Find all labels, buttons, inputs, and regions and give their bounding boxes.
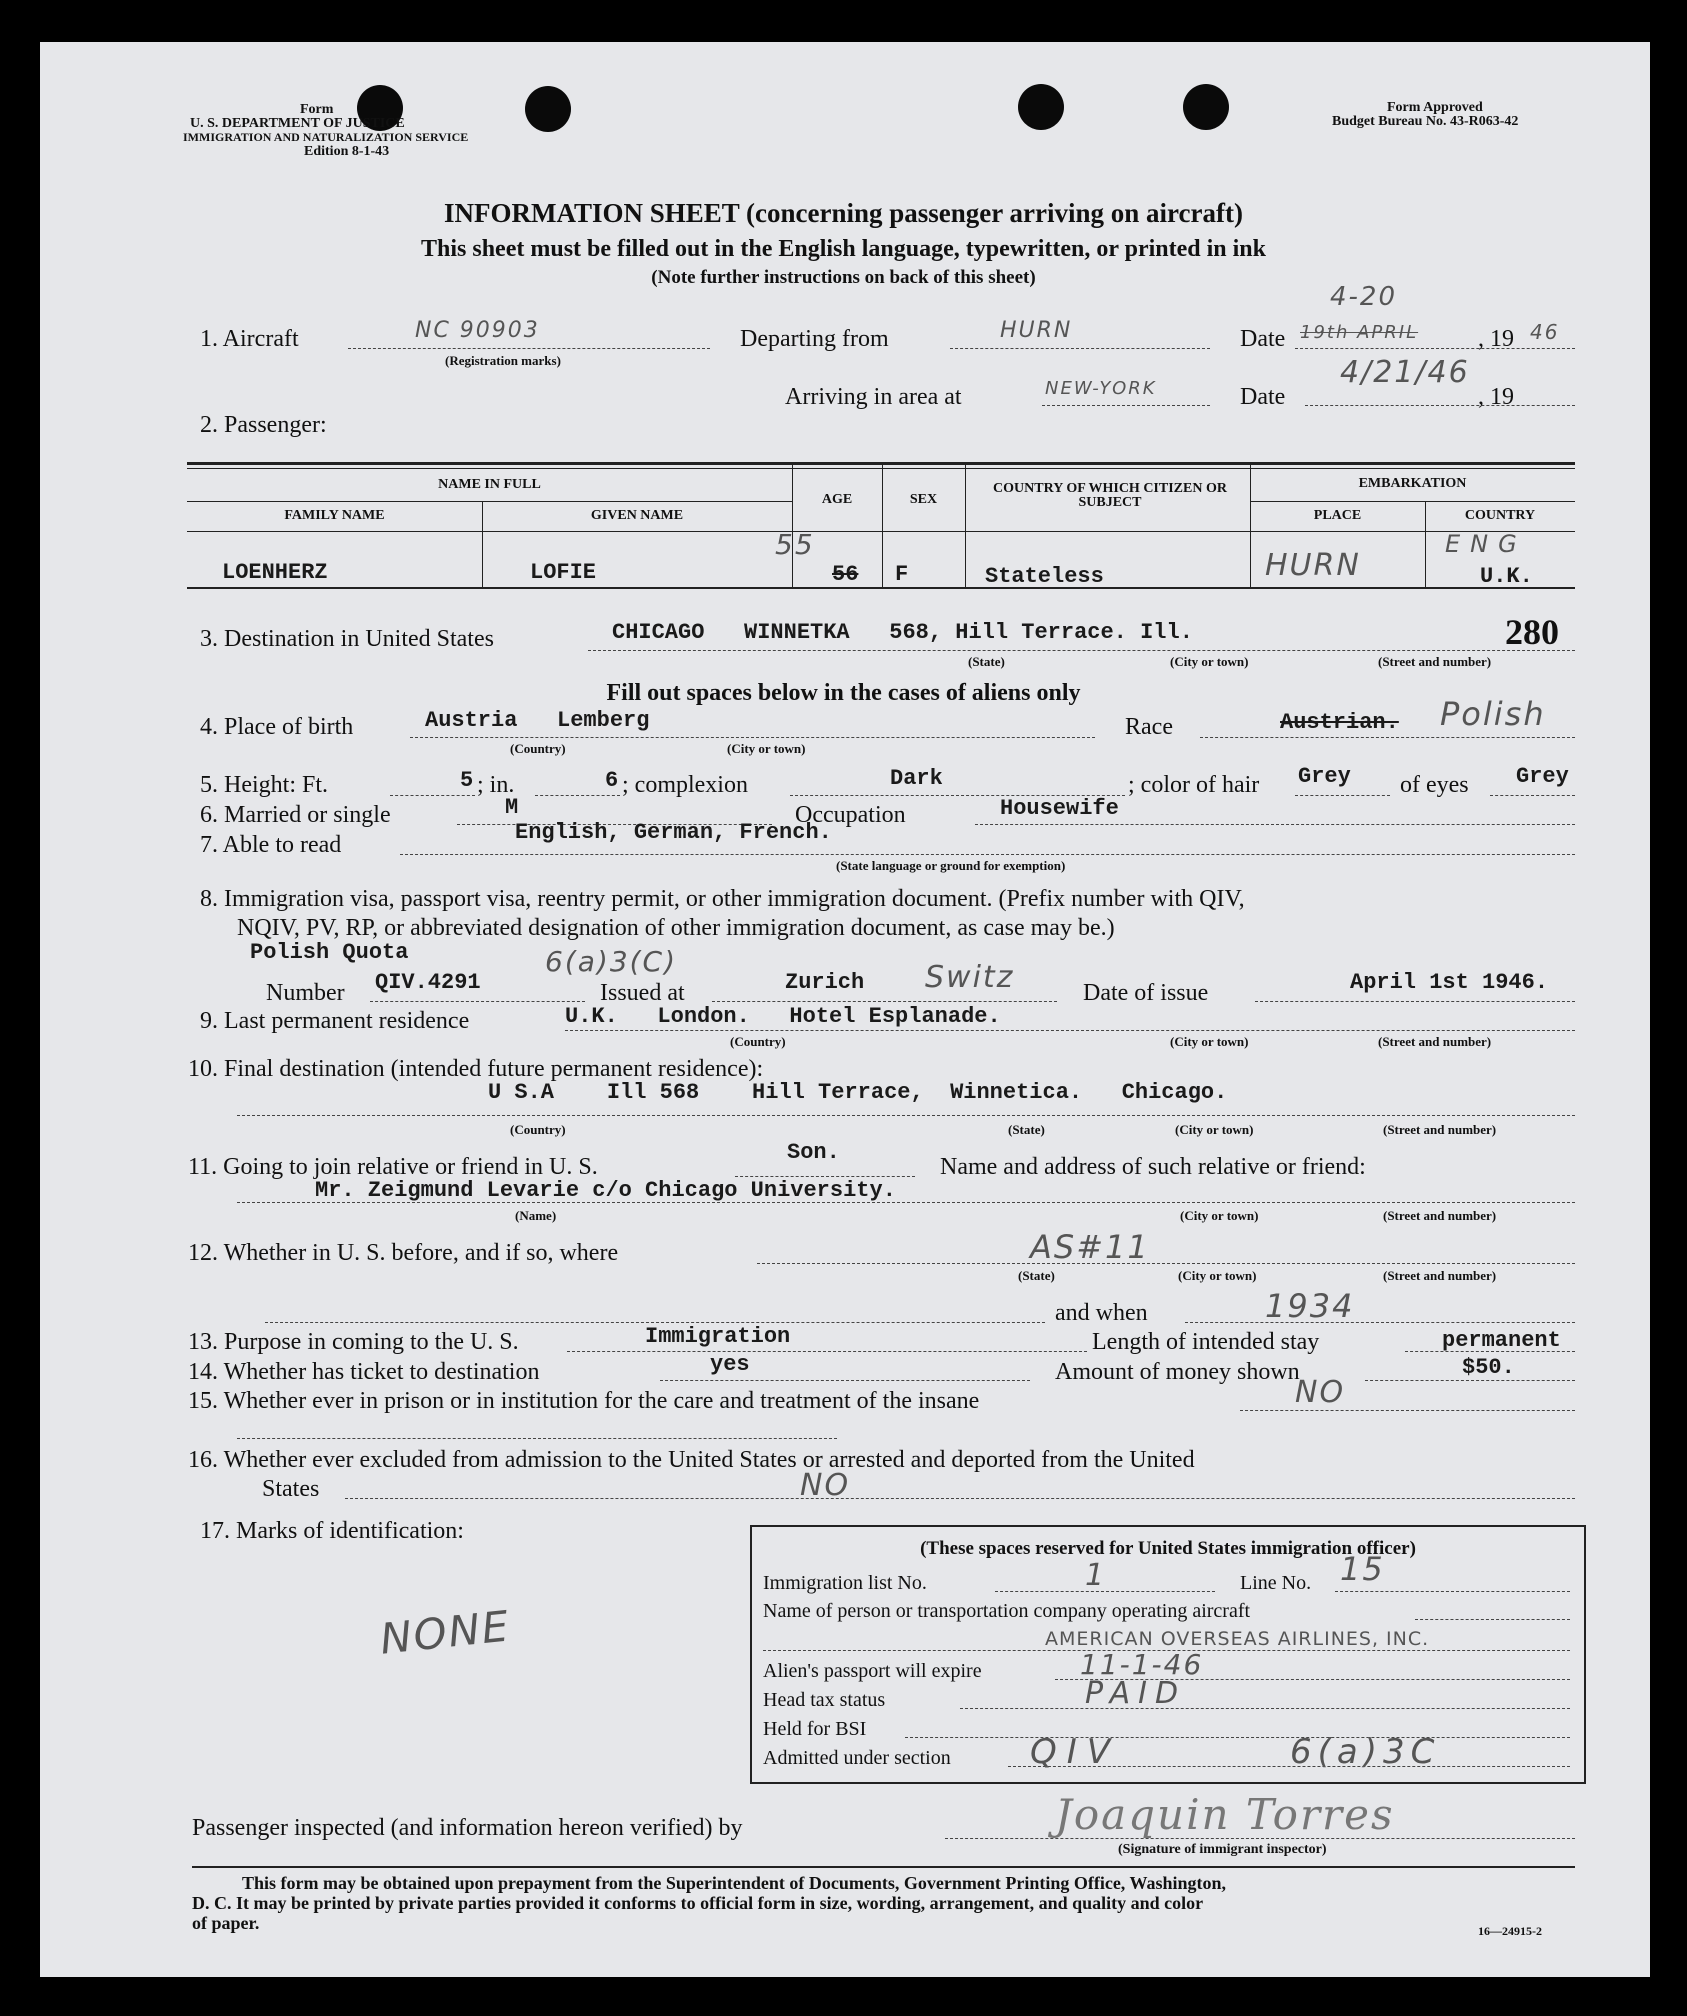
relative-value: Mr. Zeigmund Levarie c/o Chicago University. — [315, 1178, 896, 1203]
citizen-value: Stateless — [985, 564, 1104, 589]
purpose-value: Immigration — [645, 1324, 791, 1349]
passport-value: 11-1-46 — [1080, 1648, 1204, 1681]
visa-number-hand: 6(a)3(C) — [545, 945, 678, 978]
final-street-caption: (Street and number) — [1383, 1122, 1497, 1137]
race-label: Race — [1125, 714, 1173, 740]
form-approved: Form Approved — [1387, 100, 1483, 115]
footer-line-3: of paper. — [192, 1913, 260, 1933]
col-country-citizen: COUNTRY OF WHICH CITIZEN OR SUBJECT — [993, 481, 1227, 510]
inspected-label: Passenger inspected (and information hereon verified) by — [192, 1815, 743, 1841]
punch-hole — [525, 86, 571, 132]
passport-label: Alien's passport will expire — [763, 1660, 982, 1682]
ticket-value: yes — [710, 1352, 750, 1377]
relative-street-caption: (Street and number) — [1383, 1208, 1497, 1223]
destination-label: 3. Destination in United States — [200, 626, 494, 652]
headtax-value: PAID — [1085, 1676, 1187, 1711]
destination-street-caption: (Street and number) — [1378, 654, 1492, 669]
given-name-value: LOFIE — [530, 560, 597, 585]
arriving-value: NEW-YORK — [1045, 378, 1157, 399]
occupation-label: Occupation — [795, 802, 906, 828]
race-value: Polish — [1440, 695, 1546, 733]
destination-number: 280 — [1505, 612, 1559, 652]
family-name-value: LOENHERZ — [222, 560, 328, 585]
previous-city-caption: (City or town) — [1178, 1268, 1257, 1283]
destination-state-caption: (State) — [968, 654, 1005, 669]
height-in-value: 6 — [605, 768, 619, 793]
company-value: AMERICAN OVERSEAS AIRLINES, INC. — [1045, 1628, 1430, 1650]
destination-city-caption: (City or town) — [1170, 654, 1249, 669]
col-country: COUNTRY — [1464, 508, 1536, 523]
visa-label: 8. Immigration visa, passport visa, reentry permit, or other immigration document. (Prefix number with QIV, — [200, 886, 1245, 912]
list-value: 1 — [1085, 1558, 1107, 1593]
col-name-in-full: NAME IN FULL — [438, 477, 541, 492]
aircraft-label: 1. Aircraft — [200, 326, 299, 352]
list-label: Immigration list No. — [763, 1572, 927, 1594]
race-struck: Austrian. — [1280, 710, 1399, 735]
complexion-label: ; complexion — [622, 772, 748, 798]
inspector-signature: Joaquin Torres — [1055, 1790, 1395, 1839]
previous-state-caption: (State) — [1018, 1268, 1055, 1283]
birth-label: 4. Place of birth — [200, 714, 354, 740]
embark-country-hand: ENG — [1445, 530, 1527, 558]
excluded-label: 16. Whether ever excluded from admission to the United States or arrested and deported from the United — [188, 1447, 1195, 1473]
date-struck: 19th APRIL — [1300, 322, 1419, 343]
residence-value: U.K. London. Hotel Esplanade. — [565, 1004, 1001, 1029]
identification-value: NONE — [377, 1601, 513, 1664]
birth-value: Austria Lemberg — [425, 708, 650, 733]
arrival-date-label: Date — [1240, 384, 1286, 410]
read-value: English, German, French. — [515, 820, 832, 845]
arrival-year-prefix: , 19 — [1478, 384, 1514, 410]
previous-us-label: 12. Whether in U. S. before, and if so, where — [188, 1240, 619, 1266]
embark-place-value: HURN — [1265, 548, 1361, 583]
line-value: 15 — [1340, 1550, 1385, 1588]
read-note: (State language or ground for exemption) — [836, 858, 1066, 873]
sex-value: F — [895, 562, 909, 587]
col-given-name: GIVEN NAME — [590, 508, 684, 523]
height-in-label: ; in. — [477, 772, 515, 798]
arriving-label: Arriving in area at — [785, 384, 962, 410]
hair-value: Grey — [1298, 764, 1351, 789]
col-place: PLACE — [1313, 508, 1362, 523]
height-label: 5. Height: Ft. — [200, 772, 329, 798]
footer-line-2: D. C. It may be printed by private parties provided it conforms to official form in size, wording, arrangement, and quality and color — [192, 1893, 1204, 1913]
relative-relation: Son. — [787, 1140, 840, 1165]
date-label: Date — [1240, 326, 1286, 352]
col-age: AGE — [821, 492, 853, 507]
subtitle: This sheet must be filled out in the English language, typewritten, or printed in ink — [421, 236, 1266, 262]
service: IMMIGRATION AND NATURALIZATION SERVICE — [183, 130, 469, 144]
married-label: 6. Married or single — [200, 802, 391, 828]
issued-label: Issued at — [600, 980, 685, 1006]
issued-hand: Switz — [925, 960, 1015, 995]
occupation-value: Housewife — [1000, 796, 1119, 821]
punch-hole — [1183, 84, 1229, 130]
when-value: 1934 — [1265, 1287, 1355, 1325]
page-title: INFORMATION SHEET (concerning passenger arriving on aircraft) — [444, 198, 1243, 228]
section-value: QIV — [1030, 1732, 1121, 1772]
birth-city-caption: (City or town) — [727, 741, 806, 756]
stay-label: Length of intended stay — [1092, 1329, 1320, 1355]
read-label: 7. Able to read — [200, 832, 342, 858]
col-family-name: FAMILY NAME — [284, 508, 385, 523]
eyes-label: of eyes — [1400, 772, 1469, 798]
issue-date-label: Date of issue — [1083, 980, 1209, 1006]
relative-label: 11. Going to join relative or friend in U. S. — [188, 1154, 598, 1180]
relative-name-label: Name and address of such relative or friend: — [940, 1154, 1366, 1180]
col-embarkation: EMBARKATION — [1358, 476, 1467, 491]
visa-label-2: NQIV, PV, RP, or abbreviated designation of other immigration document, as case may be.) — [237, 915, 1115, 941]
final-state-caption: (State) — [1008, 1122, 1045, 1137]
issue-date-value: April 1st 1946. — [1350, 970, 1549, 995]
signature-caption: (Signature of immigrant inspector) — [1118, 1842, 1327, 1857]
relative-name-caption: (Name) — [515, 1208, 557, 1223]
form-code: 16—24915-2 — [1478, 1924, 1542, 1938]
company-label: Name of person or transportation company operating aircraft — [763, 1600, 1251, 1622]
birth-country-caption: (Country) — [510, 741, 566, 756]
final-country-caption: (Country) — [510, 1122, 566, 1137]
year-prefix: , 19 — [1478, 326, 1514, 352]
aircraft-value: NC 90903 — [415, 318, 540, 343]
hair-label: ; color of hair — [1128, 772, 1260, 798]
money-label: Amount of money shown — [1055, 1359, 1300, 1385]
registration-marks-caption: (Registration marks) — [445, 353, 561, 368]
relative-city-caption: (City or town) — [1180, 1208, 1259, 1223]
prison-value: NO — [1295, 1375, 1346, 1410]
purpose-label: 13. Purpose in coming to the U. S. — [188, 1329, 519, 1355]
edition: Edition 8-1-43 — [304, 144, 390, 159]
stay-value: permanent — [1442, 1328, 1561, 1353]
when-label: and when — [1055, 1300, 1148, 1326]
departing-label: Departing from — [740, 326, 889, 352]
headtax-label: Head tax status — [763, 1689, 886, 1711]
previous-street-caption: (Street and number) — [1383, 1268, 1497, 1283]
visa-quota: Polish Quota — [250, 940, 409, 965]
ticket-label: 14. Whether has ticket to destination — [188, 1359, 540, 1385]
excluded-value: NO — [800, 1468, 851, 1503]
line-label: Line No. — [1240, 1572, 1312, 1594]
embark-country-value: U.K. — [1480, 564, 1533, 589]
final-destination-label: 10. Final destination (intended future permanent residence): — [188, 1056, 764, 1082]
passenger-label: 2. Passenger: — [200, 412, 327, 438]
footer-line-1: This form may be obtained upon prepayment from the Superintendent of Documents, Government Printing Office, Washington, — [242, 1873, 1227, 1893]
budget-number: Budget Bureau No. 43-R063-42 — [1332, 114, 1519, 129]
married-value: M — [505, 795, 519, 820]
destination-value: CHICAGO WINNETKA 568, Hill Terrace. Ill. — [612, 620, 1193, 645]
issued-value: Zurich — [785, 970, 865, 995]
department: U. S. DEPARTMENT OF JUSTICE — [190, 116, 405, 131]
age-typed: 56 — [832, 562, 859, 587]
eyes-value: Grey — [1516, 764, 1569, 789]
identification-label: 17. Marks of identification: — [200, 1518, 464, 1544]
date-correction: 4-20 — [1330, 282, 1398, 312]
height-ft-value: 5 — [460, 768, 474, 793]
excluded-label-2: States — [262, 1476, 320, 1502]
officer-heading: (These spaces reserved for United States immigration officer) — [920, 1538, 1416, 1559]
col-sex: SEX — [909, 492, 938, 507]
residence-street-caption: (Street and number) — [1378, 1034, 1492, 1049]
complexion-value: Dark — [890, 766, 943, 791]
year-value: 46 — [1530, 320, 1560, 344]
note: (Note further instructions on back of this sheet) — [651, 267, 1036, 288]
money-value: $50. — [1462, 1355, 1515, 1380]
final-city-caption: (City or town) — [1175, 1122, 1254, 1137]
prison-label: 15. Whether ever in prison or in institution for the care and treatment of the insane — [188, 1388, 980, 1414]
age-hand: 55 — [775, 528, 815, 561]
residence-country-caption: (Country) — [730, 1034, 786, 1049]
previous-us-value: AS#11 — [1030, 1228, 1150, 1266]
residence-label: 9. Last permanent residence — [200, 1008, 470, 1034]
section-value-2: 6(a)3C — [1290, 1732, 1441, 1772]
residence-city-caption: (City or town) — [1170, 1034, 1249, 1049]
visa-number-value: QIV.4291 — [375, 970, 481, 995]
final-destination-value: U S.A Ill 568 Hill Terrace, Winnetica. Chicago. — [488, 1080, 1228, 1105]
aliens-note: Fill out spaces below in the cases of aliens only — [606, 680, 1081, 706]
section-label: Admitted under section — [763, 1747, 951, 1769]
visa-number-label: Number — [266, 980, 345, 1006]
arrival-date-value: 4/21/46 — [1340, 355, 1470, 390]
form-label: Form — [300, 102, 334, 117]
departing-value: HURN — [1000, 318, 1073, 343]
punch-hole — [1018, 84, 1064, 130]
bsi-label: Held for BSI — [763, 1718, 867, 1740]
